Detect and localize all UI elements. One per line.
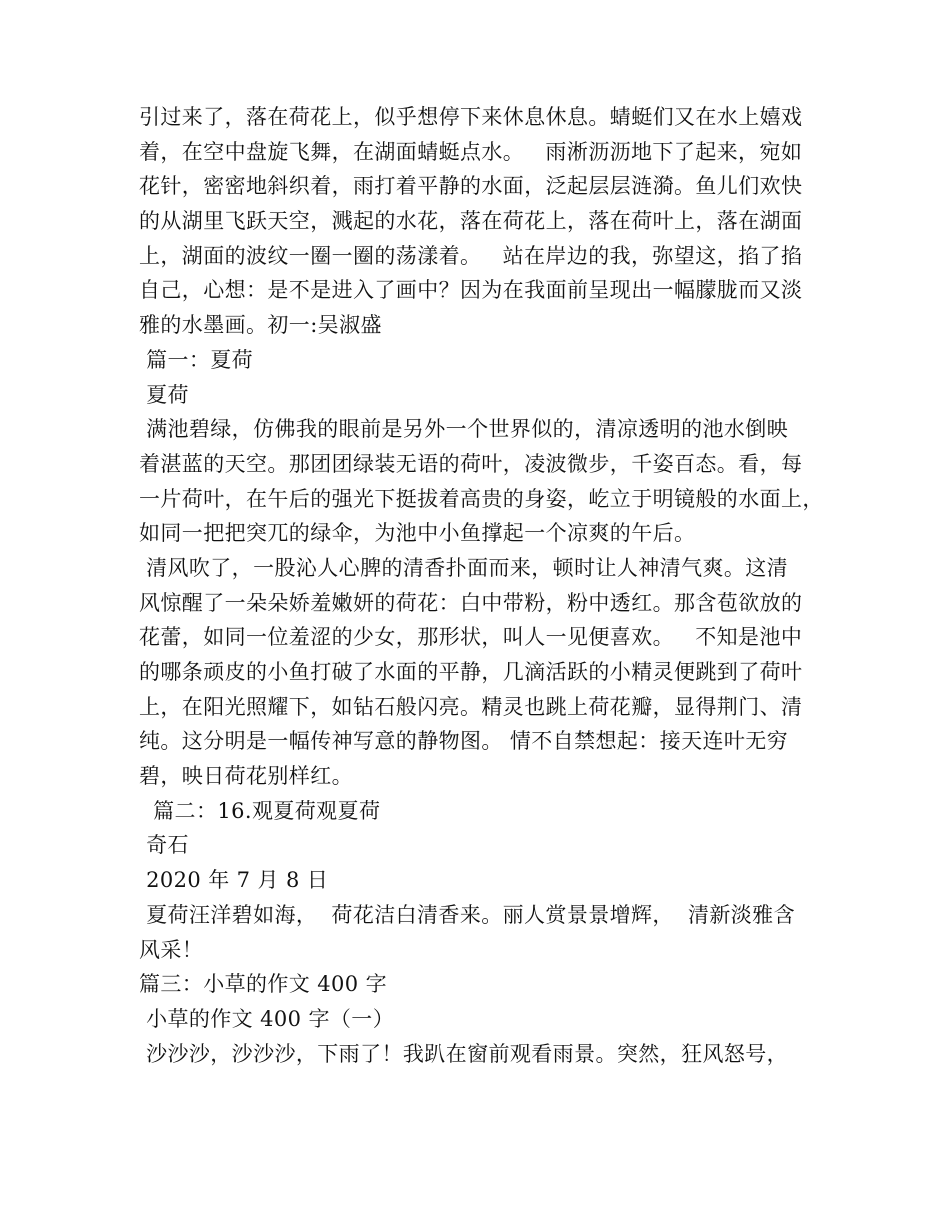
date-line: 2020 年 7 月 8 日 [139, 868, 329, 893]
section-heading-2: 篇二：16.观夏荷观夏荷 [139, 798, 381, 823]
text-line-2: 着，在空中盘旋飞舞，在湖面蜻蜓点水。 雨淅沥沥地下了起来，宛如 [139, 139, 803, 164]
text-line-13: 如同一把把突兀的绿伞，为池中小鱼撑起一个凉爽的午后。 [139, 521, 696, 546]
text-line-5: 上，湖面的波纹一圈一圈的荡漾着。 站在岸边的我，弥望这，掐了掐 [139, 243, 803, 268]
poem-line-2: 风采！ [139, 937, 204, 962]
section-heading-3: 篇三：小草的作文 400 字 [139, 972, 388, 997]
author-line: 奇石 [139, 833, 189, 858]
text-line-28: 沙沙沙，沙沙沙，下雨了！我趴在窗前观看雨景。突然，狂风怒号， [139, 1041, 789, 1066]
text-line-3: 花针，密密地斜织着，雨打着平静的水面，泛起层层涟漪。鱼儿们欢快 [139, 174, 803, 199]
article-title-3: 小草的作文 400 字（一） [139, 1006, 395, 1031]
text-line-18: 上，在阳光照耀下，如钻石般闪亮。精灵也跳上荷花瓣，显得荆门、清 [139, 694, 803, 719]
text-line-14: 清风吹了，一股沁人心脾的清香扑面而来，顿时让人神清气爽。这清 [139, 555, 789, 580]
text-line-19: 纯。这分明是一幅传神写意的静物图。 情不自禁想起：接天连叶无穷 [139, 729, 789, 754]
document-body [139, 100, 824, 1071]
poem-line-1: 夏荷汪洋碧如海， 荷花洁白清香来。丽人赏景景增辉， 清新淡雅含 [139, 902, 795, 927]
text-line-1: 引过来了，落在荷花上，似乎想停下来休息休息。蜻蜓们又在水上嬉戏 [139, 105, 803, 129]
text-line-6: 自己，心想：是不是进入了画中？因为在我面前呈现出一幅朦胧而又淡 [139, 278, 803, 303]
text-line-20: 碧，映日荷花别样红。 [139, 764, 353, 789]
text-line-17: 的哪条顽皮的小鱼打破了水面的平静，几滴活跃的小精灵便跳到了荷叶 [139, 660, 803, 684]
text-line-4: 的从湖里飞跃天空，溅起的水花，落在荷花上，落在荷叶上，落在湖面 [139, 209, 803, 234]
article-title-1: 夏荷 [139, 382, 189, 407]
text-line-10: 满池碧绿，仿佛我的眼前是另外一个世界似的，清凉透明的池水倒映 [139, 417, 789, 442]
text-line-11: 着湛蓝的天空。那团团绿装无语的荷叶，凌波微步，千姿百态。看，每 [139, 451, 803, 476]
text-line-12: 一片荷叶，在午后的强光下挺拔着高贵的身姿，屹立于明镜般的水面上， [139, 486, 824, 511]
section-heading-1: 篇一：夏荷 [139, 347, 254, 372]
text-line-7: 雅的水墨画。初一:吴淑盛 [139, 313, 382, 338]
text-line-15: 风惊醒了一朵朵娇羞嫩妍的荷花：白中带粉，粉中透红。那含苞欲放的 [139, 590, 803, 615]
text-line-16: 花蕾，如同一位羞涩的少女，那形状，叫人一见便喜欢。 不知是池中 [139, 625, 803, 650]
